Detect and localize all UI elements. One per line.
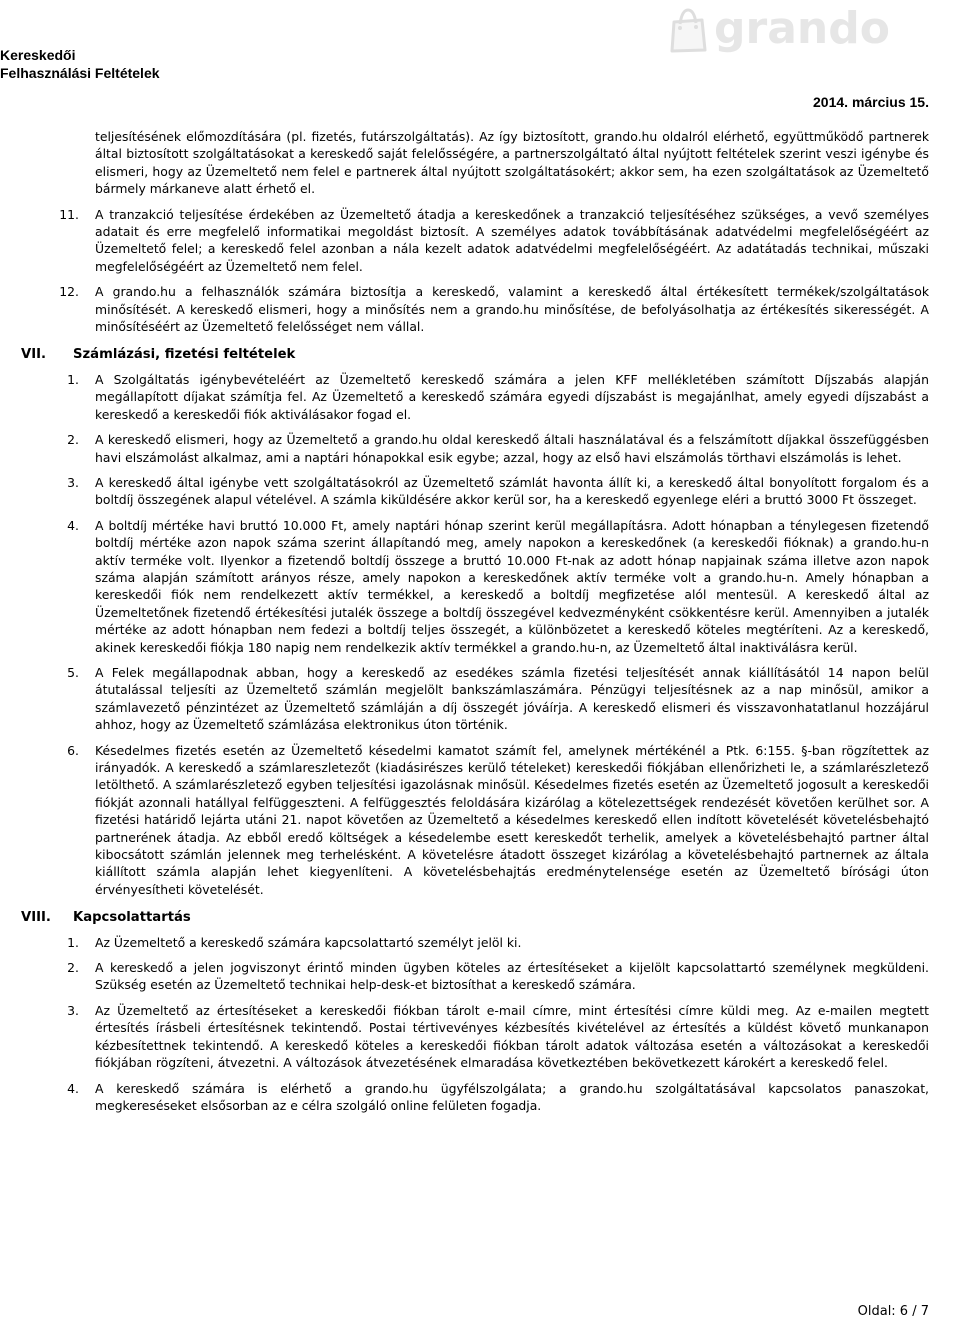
- item-number: 1.: [67, 934, 79, 950]
- list-item: [21, 517, 929, 656]
- item-text: A Felek megállapodnak abban, hogy a kereskedő az esedékes számla fizetési teljesítését annak kiállításától 14 napon belül átutalással teljesíti az Üzemeltető számlán megjelölt bankszámlaszámára. Pénzügyi teljesítésnek az a nap minősül, amikor a számlavezető pénzintézet az Üzemeltető számláján a díj összegét jóváírja. A kereskedő elismeri és visszavonhatatlanul hozzájárul ahhoz, hogy az Üzemeltető számlázása elektronikus úton történik.: [95, 664, 929, 733]
- list-item: [21, 1002, 929, 1072]
- item-text: Az Üzemeltető a kereskedő számára kapcsolattartó személyt jelöl ki.: [95, 934, 522, 950]
- item-text: A boltdíj mértéke havi bruttó 10.000 Ft, amely naptári hónap szerint kerül megállapításra. Adott hónapban a ténylegesen fizetendő boltdíj mértéke azon napok száma szerint állapítandó meg, amely napokon a kereskedőnek (a kereskedői fióknak) a grando.hu-n aktív terméke volt. Ilyenkor a fizetendő boltdíj összege a bruttó 10.000 Ft-nak az adott hónap napjainak száma illetve azon napok száma alapján számított arányos része, amely napokon a kereskedőnek aktív terméke volt a grando.hu-n. Amely hónapban a kereskedői fiók nem rendelkezett aktív termékkel, a kereskedő a boltdíj megfizetése alól mentesül. A kereskedő által az Üzemeltetőnek fizetendő értékesítési jutalék összege a boltdíj összegével kedvezményként csökkentésre kerül. Amennyiben a jutalék mértéke az adott hónapban nem fedezi a boltdíj teljes összegét, a különbözetet a kereskedő köteles megtéríteni. Az a kereskedő, akinek kereskedői fiókja 180 napig nem rendelkezik aktív termékkel a grando.hu-n, az Üzemeltető által inaktiválásra kerül.: [95, 517, 929, 655]
- section-title: Kapcsolattartás: [73, 910, 191, 926]
- item-text: Az Üzemeltető az értesítéseket a kereskedői fiókban tárolt e-mail címre, mint értesítési címre küldi meg. Az e-mailen megtett értesítés írásbeli értesítésnek tekintendő. Postai tértivevényes kézbesítés kivételével az értesítés a küldést követő munkanapon kézbesítettnek tekintendő. A kereskedő köteles a kereskedői fiókban tárolt adatok változása esetén a változásokat a kereskedői fiókjában rögzíteni, átvezetni. A változások átvezetésének elmaradása következtében bekövetkezett károkért a kereskedő felel.: [95, 1002, 929, 1071]
- item-number: 2.: [67, 432, 79, 448]
- item-number: 1.: [67, 371, 79, 387]
- list-item: [21, 371, 929, 423]
- page-number: Oldal: 6 / 7: [857, 1304, 929, 1319]
- item-number: 12.: [59, 284, 79, 300]
- item-number: 2.: [67, 960, 79, 976]
- list-item: [21, 664, 929, 734]
- item-number: 5.: [67, 664, 79, 680]
- list-item: [21, 206, 929, 276]
- item-number: 3.: [67, 1002, 79, 1018]
- section-number: VII.: [21, 347, 47, 363]
- document-body: [21, 128, 929, 1114]
- list-item: [21, 1080, 929, 1115]
- list-item: [21, 283, 929, 335]
- section-title: Számlázási, fizetési feltételek: [73, 347, 296, 363]
- item-text: A kereskedő a jelen jogviszonyt érintő minden ügyben köteles az értesítéseket a kijelölt kapcsolattartó személynek megküldeni. Szükség esetén az Üzemeltető technikai help-desk-et biztosíthat a kereskedő számára.: [95, 960, 929, 993]
- document-title: [0, 46, 160, 82]
- item-number: 3.: [67, 474, 79, 490]
- list-item: [21, 474, 929, 509]
- item-number: 4.: [67, 517, 79, 533]
- item-number: 11.: [59, 206, 79, 222]
- section-heading-vii: [21, 346, 929, 363]
- item-text: A kereskedő által igénybe vett szolgáltatásokról az Üzemeltető számlát havonta állít ki, a kereskedő által bonyolított forgalom és a boltdíj összegének alapul vételével. A számla kiküldésére akkor kerül sor, ha a kereskedő egyenlege eléri a bruttó 3000 Ft összeget.: [95, 474, 929, 508]
- section-heading-viii: [21, 909, 929, 926]
- document-title-line1: Kereskedői: [0, 47, 76, 63]
- list-item: [21, 431, 929, 466]
- item-text: A Szolgáltatás igénybevételéért az Üzemeltető kereskedő számára a jelen KFF mellékletében számított Díjszabás alapján megállapított díjakat számítja fel. Az Üzemeltető a kereskedő számára egyedi díjszabást is megajánlhat, amely egyedi díjszabást a kereskedő a kereskedői fiók aktiválásakor fogad el.: [95, 371, 929, 422]
- logo-wordmark: grando: [714, 4, 890, 54]
- document-title-line2: Felhasználási Feltételek: [0, 65, 160, 81]
- grando-logo: [668, 4, 928, 54]
- item-text: Késedelmes fizetés esetén az Üzemeltető késedelmi kamatot számít fel, amelynek mértékénél a Ptk. 6:155. §-ban rögzítettek az irányadók. A kereskedő a számlareszletezőt (kiadásirészes kerülő tételeket) kereskedői fiókjában ellenőrizheti le, a számlarészletező letölthető. A számlarészletező egyben teljesítési igazolásnak minősül. Késedelmes fizetés esetén az Üzemeltető jogosult a kereskedői fiókját azonnali hatállyal felfüggeszteni. A felfüggesztés feloldására kizárólag a kötelezettségek rendezését követően kerülhet sor. A fizetési határidő lejárta utáni 21. napot követően az Üzemeltető a késedelmes kereskedő ellen indított követelését követelésbehajtó partnerének átadja. Az ebből eredő költségek a késedelembe esett kereskedőt terhelik, amelyek a követelésbehajtó partner által kibocsátott számlán jelennek meg terhelésként. A követelésre átadott összeget kizárólag a követelésbehajtó partnernek az általa kiállított számla alapján lehet kiegyenlíteni. A követelésbehajtás eredménytelensége esetén az Üzemeltető bírósági úton érvényesítheti követelését.: [95, 742, 929, 897]
- item-text: A grando.hu a felhasználók számára biztosítja a kereskedő, valamint a kereskedő által értékesített termékek/szolgáltatások minősítését. A kereskedő elismeri, hogy a minősítés nem a grando.hu minősítése, de befolyásolhatja az értékesítés sikerességét. A minősítéséért az Üzemeltető felelősséget nem vállal.: [95, 284, 929, 335]
- list-item: [21, 934, 929, 951]
- item-number: 6.: [67, 742, 79, 758]
- continuation-paragraph: teljesítésének előmozdítására (pl. fizetés, futárszolgáltatás). Az így biztosított, grando.hu oldalról elérhető, együttműködő partnerek által biztosított szolgáltatásokat a kereskedő saját felelősségére, a partnerszolgáltató által nyújtott feltételek szerint veszi igénybe és elismeri, hogy az Üzemeltető nem felel e partnerek által nyújtott szolgáltatásokért; akkor sem, ha ezen szolgáltatások az Üzemeltető bármely márkaneve alatt érhető el.: [95, 129, 929, 197]
- document-date: 2014. március 15.: [813, 94, 929, 110]
- list-item: [21, 742, 929, 899]
- shopping-bag-icon: [672, 10, 705, 51]
- section-number: VIII.: [21, 910, 51, 926]
- list-item: [21, 959, 929, 994]
- item-number: 4.: [67, 1080, 79, 1096]
- item-text: A tranzakció teljesítése érdekében az Üzemeltető átadja a kereskedőnek a tranzakció teljesítéséhez szükséges, a vevő személyes adatait és erre megfelelő informatikai megoldást biztosít. A személyes adatok továbbításának adatvédelmi megfelelőségéért az Üzemeltető felel; a kereskedő felel azonban a nála kezelt adatok adatvédelmi megfelelőségéért. Az adatátadás technikai, műszaki megfelelőségéért az Üzemeltető nem felel.: [95, 206, 929, 274]
- item-text: A kereskedő számára is elérhető a grando.hu ügyfélszolgálata; a grando.hu szolgáltatásával kapcsolatos panaszokat, megkereséseket elsősorban az e célra szolgáló online felületen fogadja.: [95, 1080, 929, 1113]
- item-text: A kereskedő elismeri, hogy az Üzemeltető a grando.hu oldal kereskedő általi használatával és a felszámított díjakkal összefüggésben havi elszámolást alkalmaz, ami a naptári hónapokkal esik egybe; azzal, hogy az első havi elszámolás törthavi elszámolás is lehet.: [95, 432, 929, 465]
